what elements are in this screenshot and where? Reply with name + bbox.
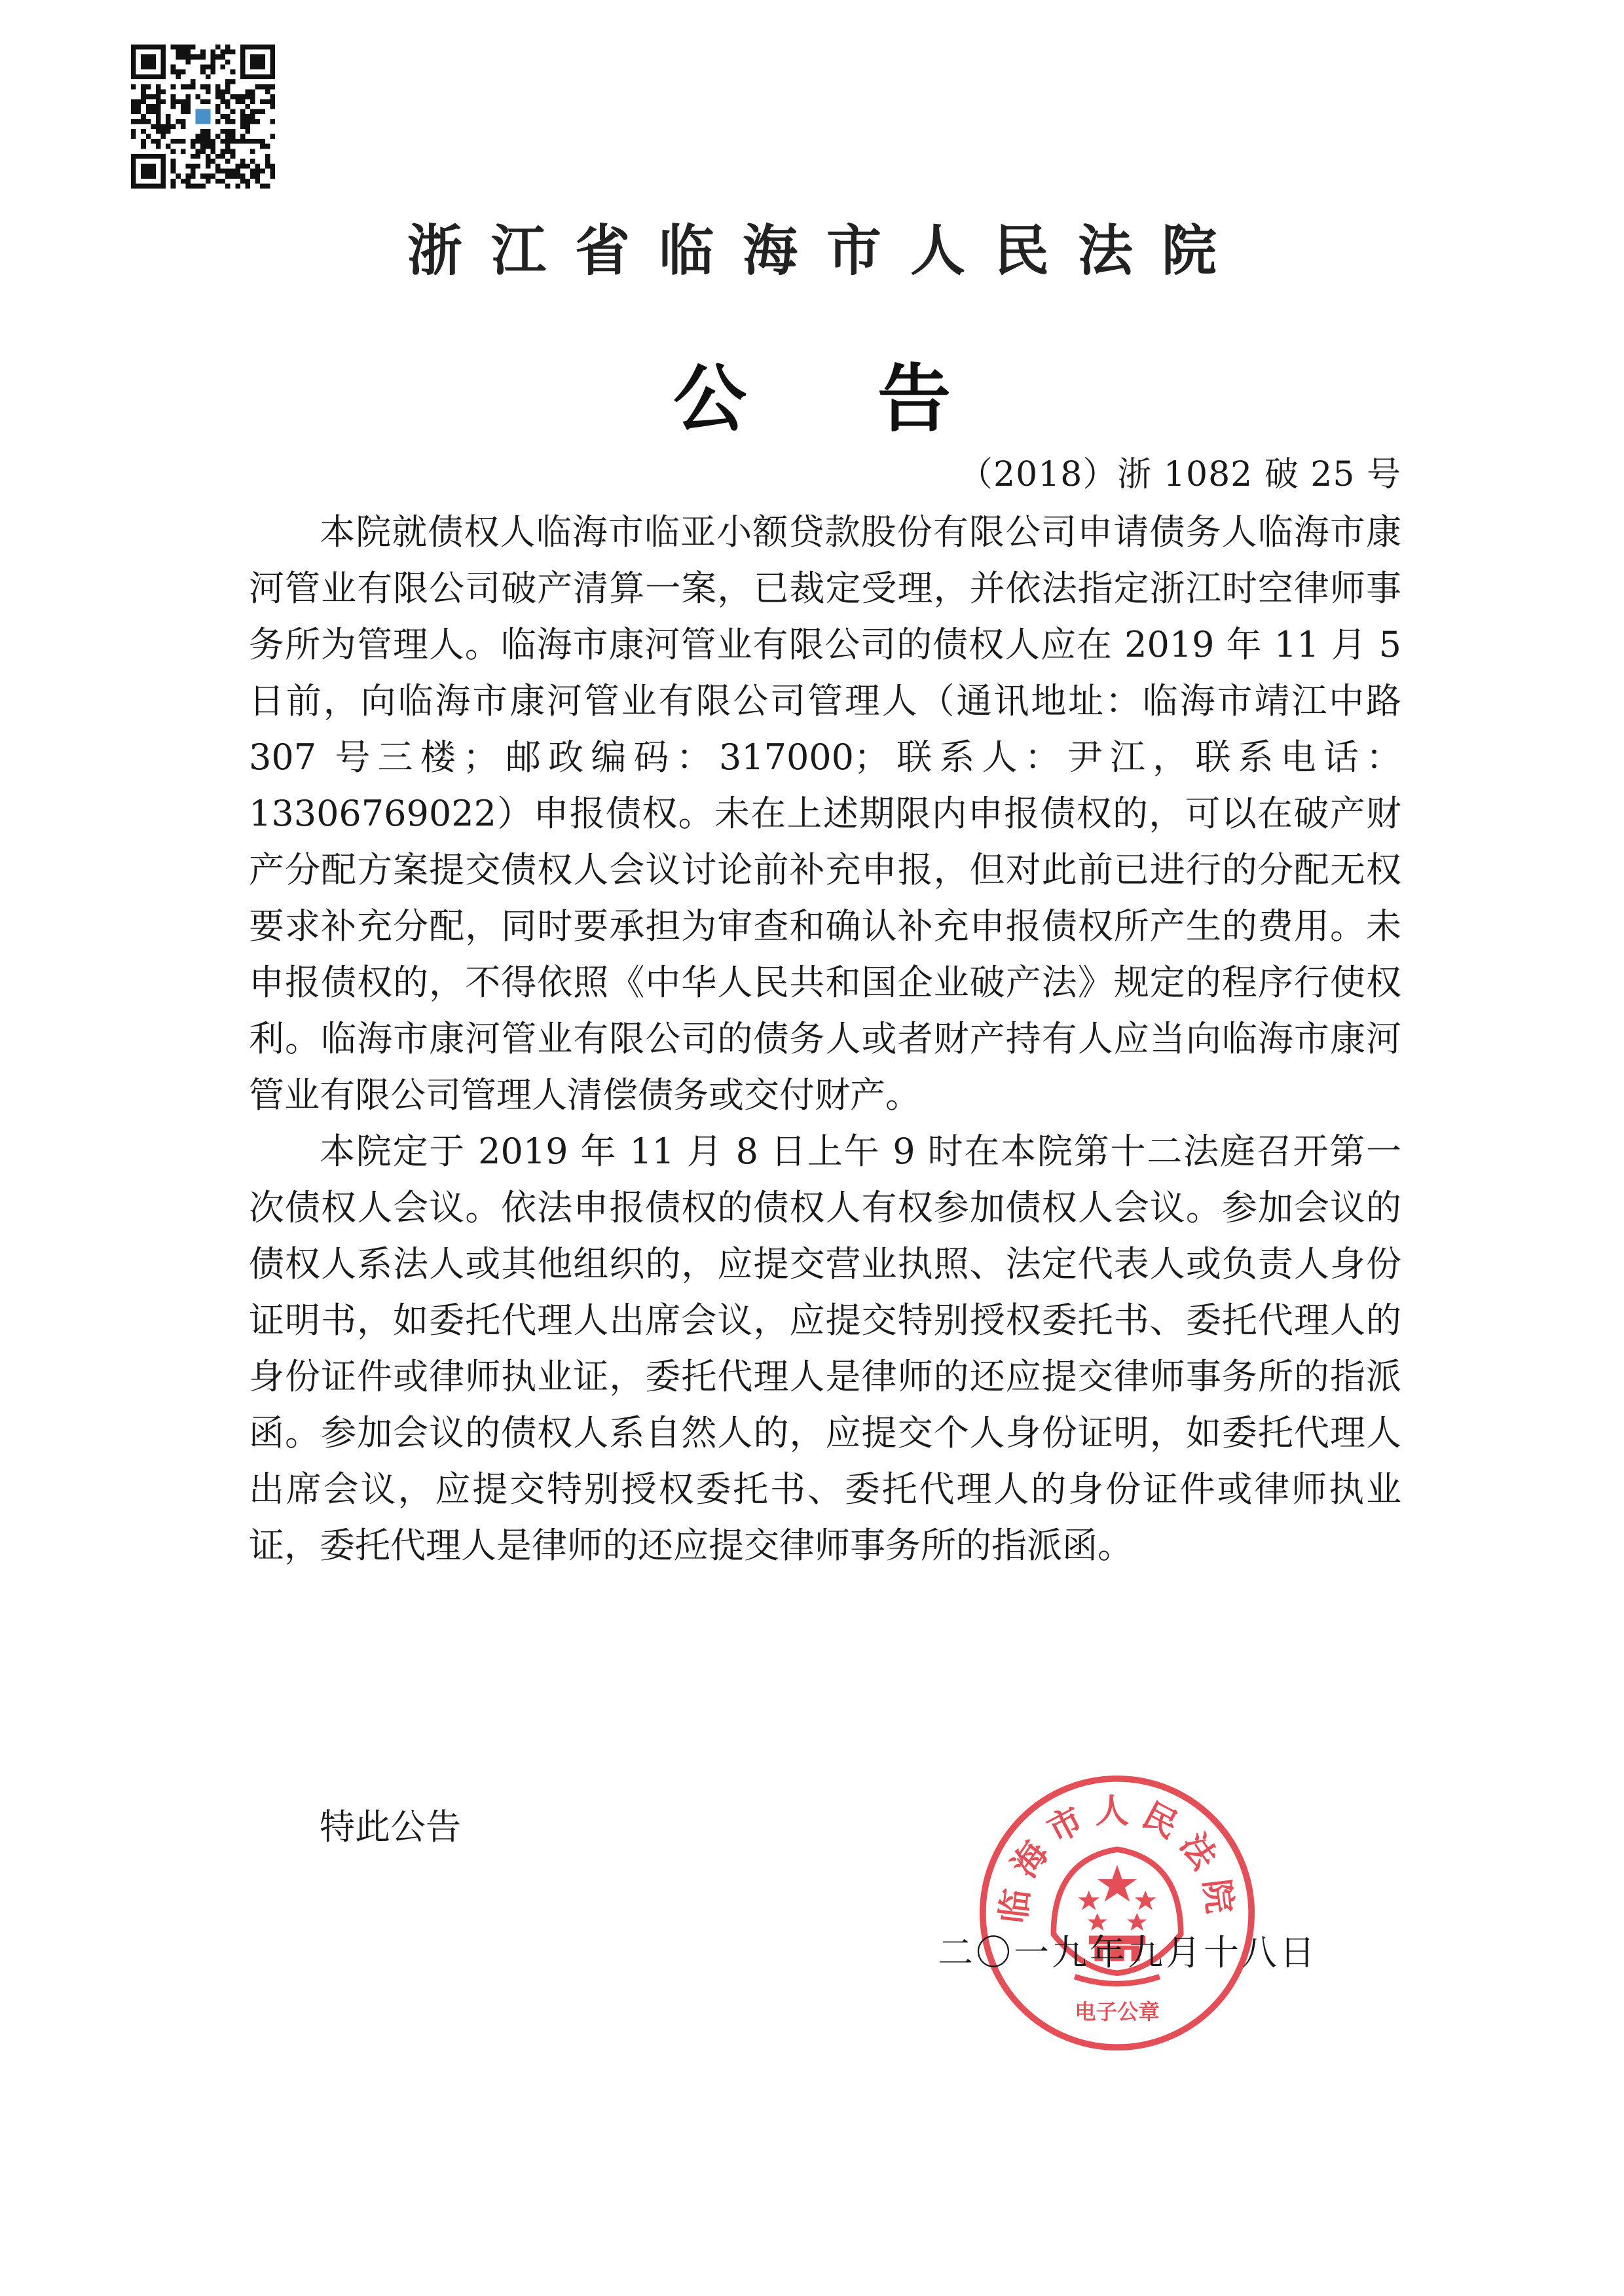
paragraph-creditors-meeting: 本院定于 2019 年 11 月 8 日上午 9 时在本院第十二法庭召开第一次债权人会议。依法申报债权的债权人有权参加债权人会议。参加会议的债权人系法人或其他组织的，应提交营业执照、法定代表人或负责人身份证明书，如委托代理人出席会议，应提交特别授权委托书、委托代理人的身份证件或律师执业证，委托代理人是律师的还应提交律师事务所的指派函。参加会议的债权人系自然人的，应提交个人身份证明，如委托代理人出席会议，应提交特别授权委托书、委托代理人的身份证件或律师执业证，委托代理人是律师的还应提交律师事务所的指派函。 xyxy=(249,1131,1401,1566)
document-title: 公告 xyxy=(673,357,1082,442)
paragraph-creditor-claims: 本院就债权人临海市临亚小额贷款股份有限公司申请债务人临海市康河管业有限公司破产清算一案，已裁定受理，并依法指定浙江时空律师事务所为管理人。临海市康河管业有限公司的债权人应在 2019 年 11 月 5 日前，向临海市康河管业有限公司管理人（通讯地址：临海市靖江中路 307 号三楼；邮政编码：317000；联系人：尹江，联系电话：13306769022）申报债权。未在上述期限内申报债权的，可以在破产财产分配方案提交债权人会议讨论前补充申报，但对此前已进行的分配无权要求补充分配，同时要承担为审查和确认补充申报债权所产生的费用。未申报债权的，不得依照《中华人民共和国企业破产法》规定的程序行使权利。临海市康河管业有限公司的债务人或者财产持有人应当向临海市康河管业有限公司管理人清偿债务或交付财产。 xyxy=(249,511,1401,1116)
court-name: 浙江省临海市人民法院 xyxy=(407,219,1246,283)
qr-code-icon xyxy=(131,45,275,189)
announcement-body xyxy=(249,504,1401,1574)
closing-phrase: 特此公告 xyxy=(320,1806,461,1848)
court-seal-icon xyxy=(976,1772,1259,2054)
seal-ring-text: 临海市人民法院 xyxy=(994,1791,1240,1925)
seal-label: 电子公章 xyxy=(1075,1999,1160,2024)
case-number: （2018）浙 1082 破 25 号 xyxy=(959,455,1401,494)
issue-date: 二〇一九年九月十八日 xyxy=(938,1932,1318,1973)
